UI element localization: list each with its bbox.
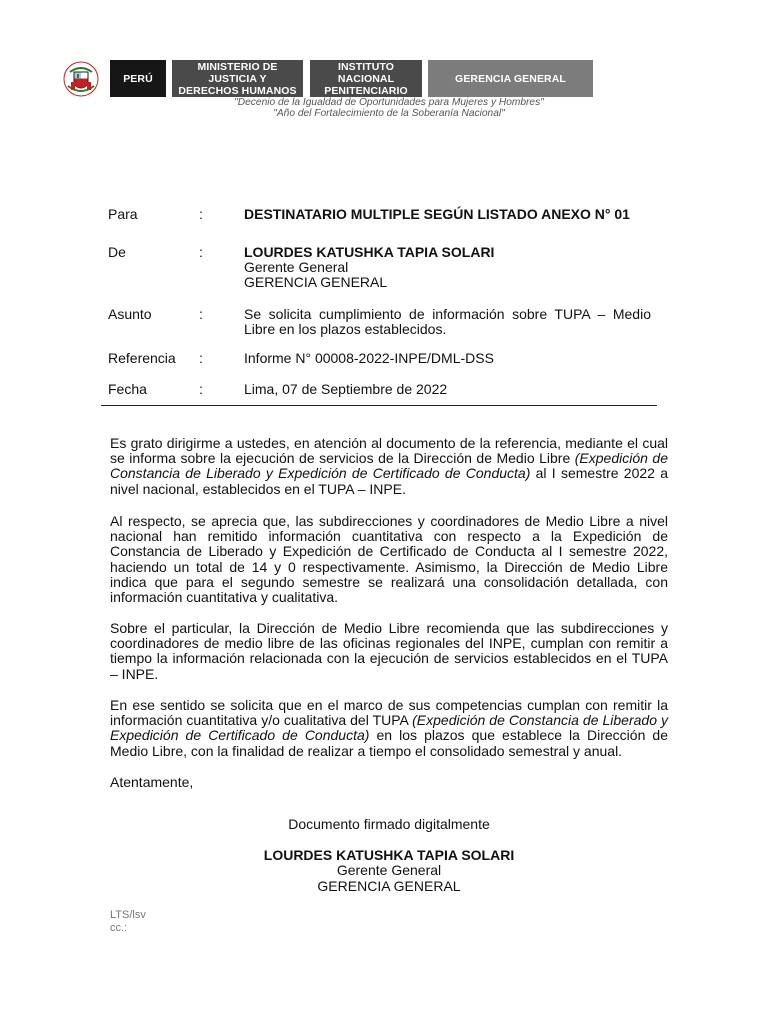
signature-note: Documento firmado digitalmente xyxy=(288,816,490,832)
colon: : xyxy=(199,244,203,260)
closing: Atentamente, xyxy=(110,774,194,790)
letterhead xyxy=(0,60,768,98)
de-office: GERENCIA GENERAL xyxy=(244,274,388,290)
para-value: DESTINATARIO MULTIPLE SEGÚN LISTADO ANEXO N° 01 xyxy=(244,206,630,222)
paragraph-1: Es grato dirigirme a ustedes, en atención al documento de la referencia, mediante el cual se informa sobre la ejecución de servicios de la Dirección de Medio Libre (Expedición de Constancia de Liberado y Expedición de Certificado de Conducta) al I semestre 2022 a nivel nacional, establecidos en el TUPA – INPE. xyxy=(110,435,668,497)
de-name: LOURDES KATUSHKA TAPIA SOLARI xyxy=(244,244,495,260)
header-box-peru: PERÚ xyxy=(110,60,166,97)
de-value xyxy=(244,245,651,290)
header-box-ministry: MINISTERIO DE JUSTICIA Y DERECHOS HUMANOS xyxy=(172,60,303,97)
colon: : xyxy=(199,306,203,322)
signature-title: Gerente General xyxy=(336,862,442,878)
de-label: De xyxy=(108,244,126,260)
mottos xyxy=(0,97,768,119)
para-label: Para xyxy=(108,206,138,222)
colon: : xyxy=(199,350,203,366)
motto-year: "Año del Fortalecimiento de la Soberanía Nacional" xyxy=(273,108,505,119)
header-box-gerencia: GERENCIA GENERAL xyxy=(428,60,593,97)
initials: LTS/lsv xyxy=(110,909,146,921)
signature-name: LOURDES KATUSHKA TAPIA SOLARI xyxy=(263,847,515,863)
asunto-value: Se solicita cumplimiento de información sobre TUPA – Medio Libre en los plazos establecidos. xyxy=(244,306,651,337)
de-title: Gerente General xyxy=(244,259,349,275)
paragraph-4: En ese sentido se solicita que en el marco de sus competencias cumplan con remitir la información cuantitativa y/o cualitativa del TUPA (Expedición de Constancia de Liberado y Expedición de Certificado de Conducta) en los plazos que establece la Dirección de Medio Libre, con la finalidad de realizar a tiempo el consolidado semestral y anual. xyxy=(110,697,669,759)
motto-decade: "Decenio de la Igualdad de Oportunidades para Mujeres y Hombres" xyxy=(234,97,544,108)
referencia-value: Informe N° 00008-2022-INPE/DML-DSS xyxy=(244,350,494,366)
paragraph-4-italic: (Expedición de Constancia de Liberado y Expedición de Certificado de Conducta) xyxy=(110,712,668,744)
paragraph-3: Sobre el particular, la Dirección de Medio Libre recomienda que las subdirecciones y coordinadores de medio libre de las oficinas regionales del INPE, cumplan con remitir a tiempo la información relacionada con la ejecución de servicios establecidos en el TUPA – INPE. xyxy=(110,620,668,682)
paragraph-1-italic: (Expedición de Constancia de Liberado y Expedición de Certificado de Conducta) xyxy=(110,450,668,482)
referencia-label: Referencia xyxy=(108,350,176,366)
coat-of-arms-icon xyxy=(62,60,100,98)
colon: : xyxy=(199,206,203,222)
signature-office: GERENCIA GENERAL xyxy=(317,878,461,894)
cc-label: cc.: xyxy=(110,922,128,934)
asunto-label: Asunto xyxy=(108,306,152,322)
paragraph-2: Al respecto, se aprecia que, las subdirecciones y coordinadores de Medio Libre a nivel nacional han remitido información cuantitativa con respecto a la Expedición de Constancia de Liberado y Expedición de Certificado de Conducta al I semestre 2022, haciendo un total de 14 y 0 respectivamente. Asimismo, la Dirección de Medio Libre indica que para el segundo semestre se realizará una consolidación detallada, con información cuantitativa y cualitativa. xyxy=(110,513,668,606)
colon: : xyxy=(199,381,203,397)
header-box-inpe: INSTITUTO NACIONAL PENITENCIARIO xyxy=(310,60,422,97)
fecha-value: Lima, 07 de Septiembre de 2022 xyxy=(244,381,448,397)
fecha-label: Fecha xyxy=(108,381,147,397)
divider xyxy=(101,405,657,406)
